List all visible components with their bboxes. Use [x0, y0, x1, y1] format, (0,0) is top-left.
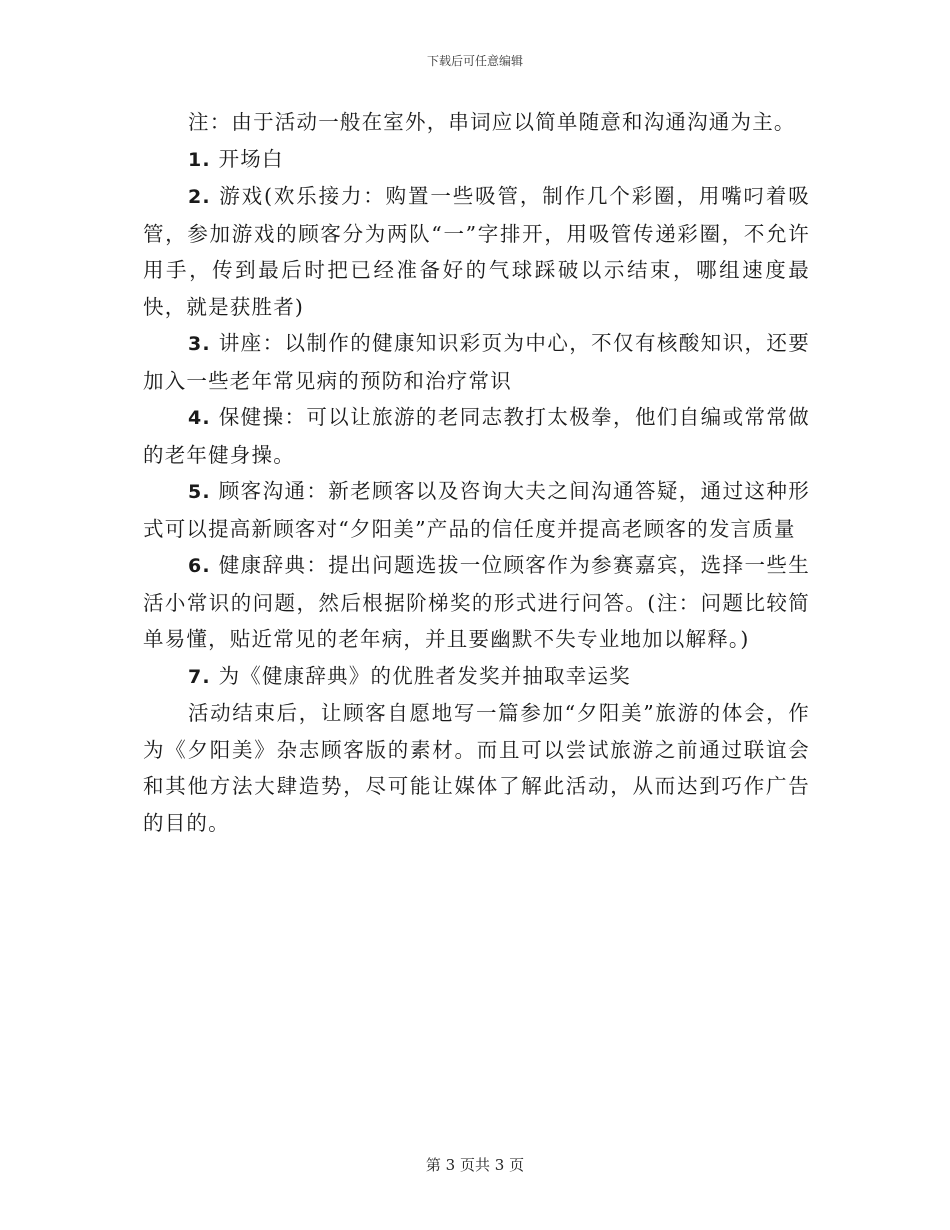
- item-number: 6.: [188, 555, 211, 577]
- list-item-communication: [143, 473, 810, 547]
- item-number: 1.: [188, 148, 211, 171]
- note-paragraph: [143, 104, 810, 141]
- paragraph-text: 顾客沟通：新老顾客以及咨询大夫之间沟通答疑，通过这种形式可以提高新顾客对“夕阳美”产品的信任度并提高老顾客的发言质量: [143, 479, 810, 541]
- document-body: [143, 104, 810, 841]
- paragraph-text: 活动结束后，让顾客自愿地写一篇参加“夕阳美”旅游的体会，作为《夕阳美》杂志顾客版的素材。而且可以尝试旅游之前通过联谊会和其他方法大肆造势，尽可能让媒体了解此活动，从而达到巧作广告的目的。: [143, 701, 810, 835]
- page-footer: 第 3 页共 3 页: [425, 1156, 525, 1174]
- item-number: 4.: [188, 407, 211, 429]
- paragraph-text: 游戏(欢乐接力：购置一些吸管，制作几个彩圈，用嘴叼着吸管，参加游戏的顾客分为两队“一”字排开，用吸管传递彩圈，不允许用手，传到最后时把已经准备好的气球踩破以示结束，哪组速度最快，就是获胜者): [143, 184, 810, 319]
- list-item-opening: [143, 141, 810, 179]
- item-number: 3.: [188, 333, 211, 355]
- item-number: 7.: [188, 665, 211, 688]
- list-item-awards: [143, 658, 810, 696]
- page-header: 下载后可任意编辑: [426, 54, 523, 68]
- list-item-exercise: [143, 399, 810, 473]
- paragraph-text: 注：由于活动一般在室外，串词应以简单随意和沟通沟通为主。: [188, 110, 796, 134]
- paragraph-text: 开场白: [218, 146, 284, 171]
- list-item-lecture: [143, 325, 810, 399]
- paragraph-text: 为《健康辞典》的优胜者发奖并抽取幸运奖: [218, 663, 631, 688]
- closing-paragraph: [143, 695, 810, 841]
- paragraph-text: 健康辞典：提出问题选拔一位顾客作为参赛嘉宾，选择一些生活小常识的问题，然后根据阶梯奖的形式进行问答。(注：问题比较简单易懂，贴近常见的老年病，并且要幽默不失专业地加以解释。): [143, 553, 810, 651]
- list-item-game: [143, 178, 810, 325]
- paragraph-text: 保健操：可以让旅游的老同志教打太极拳，他们自编或常常做的老年健身操。: [143, 405, 810, 467]
- item-number: 2.: [188, 186, 211, 208]
- list-item-quiz: [143, 547, 810, 658]
- paragraph-text: 讲座：以制作的健康知识彩页为中心，不仅有核酸知识，还要加入一些老年常见病的预防和治疗常识: [143, 331, 810, 393]
- item-number: 5.: [188, 481, 211, 503]
